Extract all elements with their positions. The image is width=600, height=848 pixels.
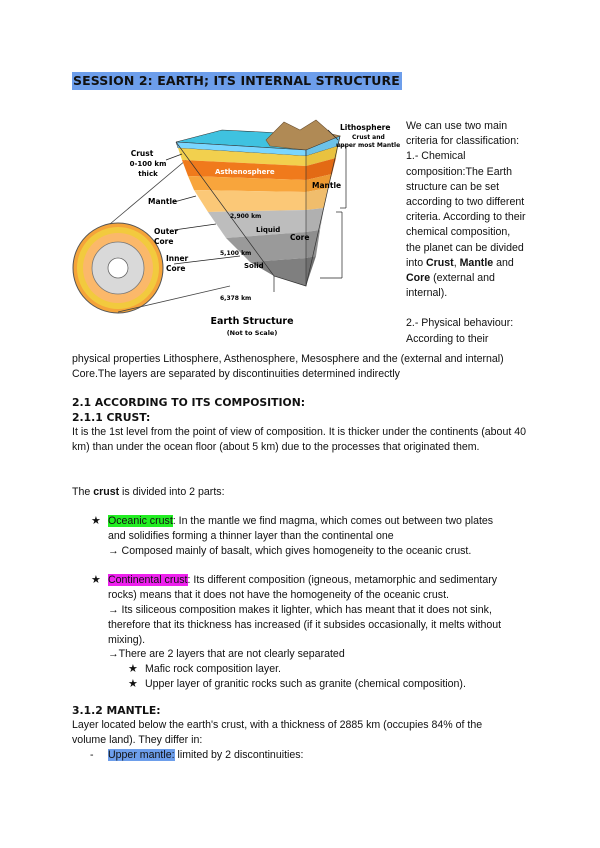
label-inner-core-2: Core: [166, 264, 186, 273]
oceanic-text-2: and solidifies forming a thinner layer than the continental one: [108, 530, 394, 542]
oceanic-crust-term: Oceanic crust: [108, 515, 173, 527]
criteria-item-2-cont: According to their: [406, 332, 489, 345]
label-crust-depth: 0-100 km: [129, 160, 167, 168]
diagram-caption-sub: (Not to Scale): [226, 329, 278, 337]
criteria-item-1-text: 1.- Chemical composition:The Earth structure can be set according to two different criteria. According to their chemical composition, the planet can be divided into: [406, 150, 526, 269]
label-crust: Crust: [130, 149, 154, 158]
crust-divided-line: [72, 485, 225, 500]
label-core-right: Core: [290, 233, 310, 242]
upper-mantle-text: limited by 2 discontinuities:: [174, 749, 304, 761]
section-2-1-heading: 2.1 ACCORDING TO ITS COMPOSITION:: [72, 396, 306, 409]
label-asthenosphere: Asthenosphere: [215, 168, 275, 176]
label-depth-5100: 5,100 km: [220, 250, 252, 257]
mantle-para-1: Layer located below the earth's crust, with a thickness of 2885 km (occupies 84% of the: [72, 719, 483, 731]
continental-text-4: therefore that its thickness has increased (if it subsides occasionally, it melts without: [108, 619, 502, 631]
earth-structure-diagram: [70, 116, 410, 348]
continuation-line-2: Core.The layers are separated by discontinuities determined indirectly: [72, 368, 400, 380]
term-core: Core: [406, 272, 431, 285]
label-outer-core-2: Core: [154, 237, 174, 246]
oceanic-text-1: : In the mantle we find magma, which comes out between two plates: [172, 515, 494, 527]
mantle-para-2: volume land). They differ in:: [72, 734, 203, 746]
continental-sub-1: Mafic rock composition layer.: [145, 663, 282, 675]
label-inner-core-1: Inner: [166, 254, 189, 263]
bullet-star-icon: ★: [91, 574, 101, 586]
diagram-caption: Earth Structure: [210, 316, 294, 327]
crust-divided-pre: The: [72, 486, 94, 498]
term-crust: Crust: [426, 256, 454, 269]
label-outer-core-1: Outer: [154, 227, 179, 236]
continental-crust-term: Continental crust: [108, 574, 188, 586]
earth-cross-section-circle: [73, 223, 163, 313]
label-depth-2900: 2,900 km: [230, 213, 262, 220]
continental-crust-item: [108, 573, 497, 588]
classification-criteria: [406, 119, 526, 347]
label-lithosphere-sub1: Crust and: [352, 134, 385, 141]
bullet-star-icon: ★: [91, 515, 101, 527]
continental-text-3: → Its siliceous composition makes it lighter, which has meant that it does not sink,: [108, 604, 492, 616]
term-mantle: Mantle: [459, 256, 494, 269]
upper-mantle-term: Upper mantle:: [108, 749, 175, 761]
continental-text-5: mixing).: [108, 634, 146, 646]
upper-mantle-item: [108, 748, 304, 763]
continental-text-6: →There are 2 layers that are not clearly separated: [108, 648, 345, 660]
continuation-line-1: physical properties Lithosphere, Asthenosphere, Mesosphere and the (external and internal): [72, 353, 504, 365]
label-lithosphere-sub2: upper most Mantle: [336, 142, 401, 149]
label-mantle-right: Mantle: [312, 181, 342, 190]
section-2-1-1-heading: 2.1.1 CRUST:: [72, 411, 151, 424]
continental-text-1: : Its different composition (igneous, metamorphic and sedimentary: [187, 574, 498, 586]
label-depth-6378: 6,378 km: [220, 295, 252, 302]
criteria-comma: ,: [453, 256, 457, 269]
sub-bullet-star-icon: ★: [128, 663, 138, 675]
label-solid: Solid: [244, 262, 264, 270]
continental-text-2: rocks) means that it does not have the homogeneity of the oceanic crust.: [108, 589, 449, 601]
crust-divided-bold: crust: [93, 486, 120, 498]
crust-paragraph: It is the 1st level from the point of view of composition. It is thicker under the continents (about 40 km) than under the ocean floor (about 5 km) due to the processes that originated them.: [72, 426, 527, 454]
oceanic-crust-item: [108, 514, 493, 529]
criteria-item-1: [406, 149, 526, 301]
label-lithosphere: Lithosphere: [340, 123, 391, 132]
label-mantle-left: Mantle: [148, 197, 178, 206]
label-crust-thick: thick: [138, 170, 158, 178]
criteria-and: and: [493, 256, 514, 269]
page-title: SESSION 2: EARTH; ITS INTERNAL STRUCTURE: [73, 73, 400, 88]
criteria-item-2: 2.- Physical behaviour:: [406, 317, 514, 330]
sub-bullet-star-icon: ★: [128, 678, 138, 690]
section-3-1-2-heading: 3.1.2 MANTLE:: [72, 704, 161, 717]
oceanic-text-3: → Composed mainly of basalt, which gives homogeneity to the oceanic crust.: [108, 545, 472, 557]
dash-bullet: -: [90, 749, 94, 761]
criteria-item-1-end: (external and internal).: [406, 272, 495, 300]
label-liquid: Liquid: [256, 226, 281, 234]
crust-divided-post: is divided into 2 parts:: [119, 486, 225, 498]
criteria-intro: We can use two main criteria for classification:: [406, 120, 520, 148]
continental-sub-2: Upper layer of granitic rocks such as granite (chemical composition).: [145, 678, 466, 690]
